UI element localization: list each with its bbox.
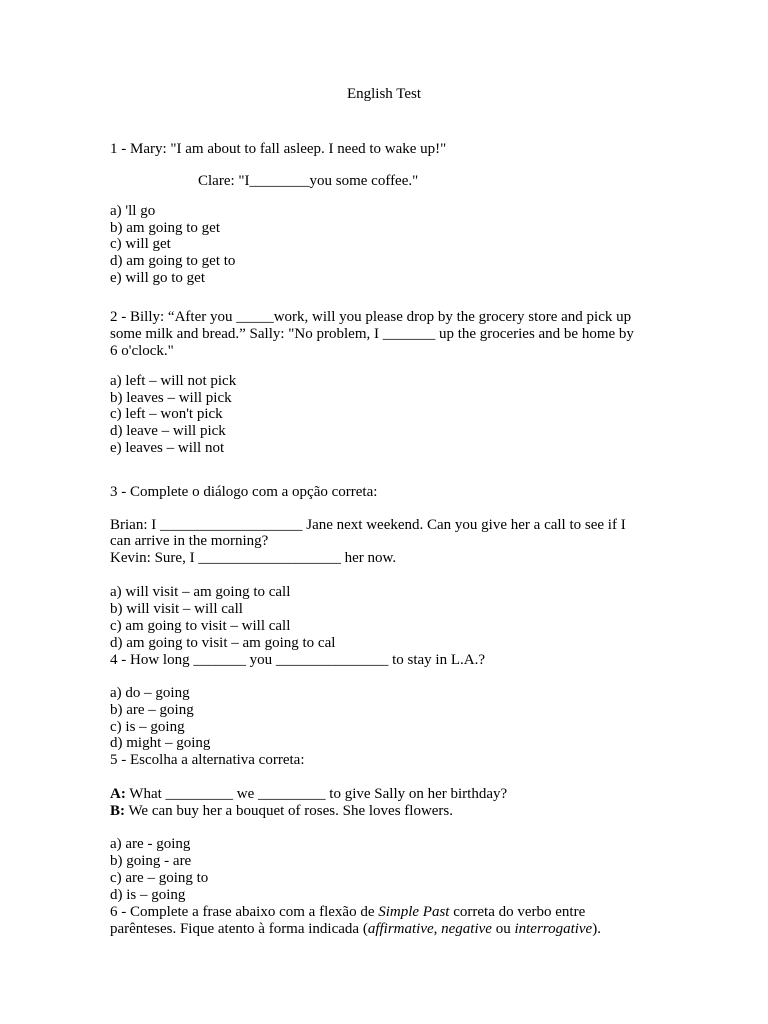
question-1-option-c: c) will get xyxy=(110,236,171,252)
question-3-prompt: 3 - Complete o diálogo com a opção correta: xyxy=(110,484,378,500)
question-5-prompt: 5 - Escolha a alternativa correta: xyxy=(110,752,305,768)
speaker-a-text: What _________ we _________ to give Sally on her birthday? xyxy=(125,786,508,802)
question-2-option-e: e) leaves – will not xyxy=(110,440,225,456)
speaker-b-text: We can buy her a bouquet of roses. She loves flowers. xyxy=(125,803,454,819)
question-5-option-a: a) are - going xyxy=(110,836,191,852)
question-2-option-a: a) left – will not pick xyxy=(110,373,237,389)
form-interrogative: interrogative xyxy=(514,921,593,937)
question-6-tense-term: Simple Past xyxy=(378,904,450,920)
question-2-option-c: c) left – won't pick xyxy=(110,406,223,422)
question-1-option-b: b) am going to get xyxy=(110,220,220,236)
question-3-dialog-line-2: can arrive in the morning? xyxy=(110,533,269,549)
question-2-option-d: d) leave – will pick xyxy=(110,423,226,439)
question-5-line-a xyxy=(110,786,507,803)
page-title: English Test xyxy=(346,86,422,102)
question-3-dialog-line-3: Kevin: Sure, I ___________________ her now. xyxy=(110,550,397,566)
question-3-option-a: a) will visit – am going to call xyxy=(110,584,291,600)
question-1-option-a: a) 'll go xyxy=(110,203,156,219)
question-4-prompt: 4 - How long _______ you _______________ to stay in L.A.? xyxy=(110,652,485,668)
question-5-option-b: b) going - are xyxy=(110,853,192,869)
speaker-b-label: B: xyxy=(110,803,125,819)
question-1-prompt: 1 - Mary: "I am about to fall asleep. I need to wake up!" xyxy=(110,141,447,157)
question-6-line-1-end: correta do verbo entre xyxy=(449,904,586,920)
separator-comma: , xyxy=(433,921,442,937)
question-2-option-b: b) leaves – will pick xyxy=(110,390,232,406)
question-6-line-2-start: parênteses. Fique atento à forma indicada ( xyxy=(110,921,368,937)
separator-ou: ou xyxy=(491,921,515,937)
form-affirmative: affirmative xyxy=(367,921,434,937)
question-3-dialog-line-1: Brian: I ___________________ Jane next weekend. Can you give her a call to see if I xyxy=(110,517,626,533)
form-negative: negative xyxy=(441,921,492,937)
speaker-a-label: A: xyxy=(110,786,126,802)
question-2-line-3: 6 o'clock." xyxy=(110,343,174,359)
question-3-option-c: c) am going to visit – will call xyxy=(110,618,291,634)
question-4-option-a: a) do – going xyxy=(110,685,190,701)
question-5-option-d: d) is – going xyxy=(110,887,186,903)
question-6-line-1 xyxy=(110,904,585,921)
question-6-line-2-end: ). xyxy=(592,921,601,937)
question-1-option-d: d) am going to get to xyxy=(110,253,236,269)
question-4-option-d: d) might – going xyxy=(110,735,211,751)
question-4-option-c: c) is – going xyxy=(110,719,185,735)
question-4-option-b: b) are – going xyxy=(110,702,194,718)
question-1-option-e: e) will go to get xyxy=(110,270,205,286)
question-2-line-2: some milk and bread.” Sally: "No problem, I _______ up the groceries and be home by xyxy=(110,326,634,342)
question-6-line-2 xyxy=(110,921,601,938)
question-5-option-c: c) are – going to xyxy=(110,870,209,886)
question-3-option-d: d) am going to visit – am going to cal xyxy=(110,635,336,651)
question-1-reply: Clare: "I________you some coffee." xyxy=(198,173,419,189)
question-2-line-1: 2 - Billy: “After you _____work, will you please drop by the grocery store and pick up xyxy=(110,309,632,325)
question-6-line-1-start: 6 - Complete a frase abaixo com a flexão de xyxy=(110,904,379,920)
question-3-option-b: b) will visit – will call xyxy=(110,601,243,617)
question-5-line-b xyxy=(110,803,453,820)
